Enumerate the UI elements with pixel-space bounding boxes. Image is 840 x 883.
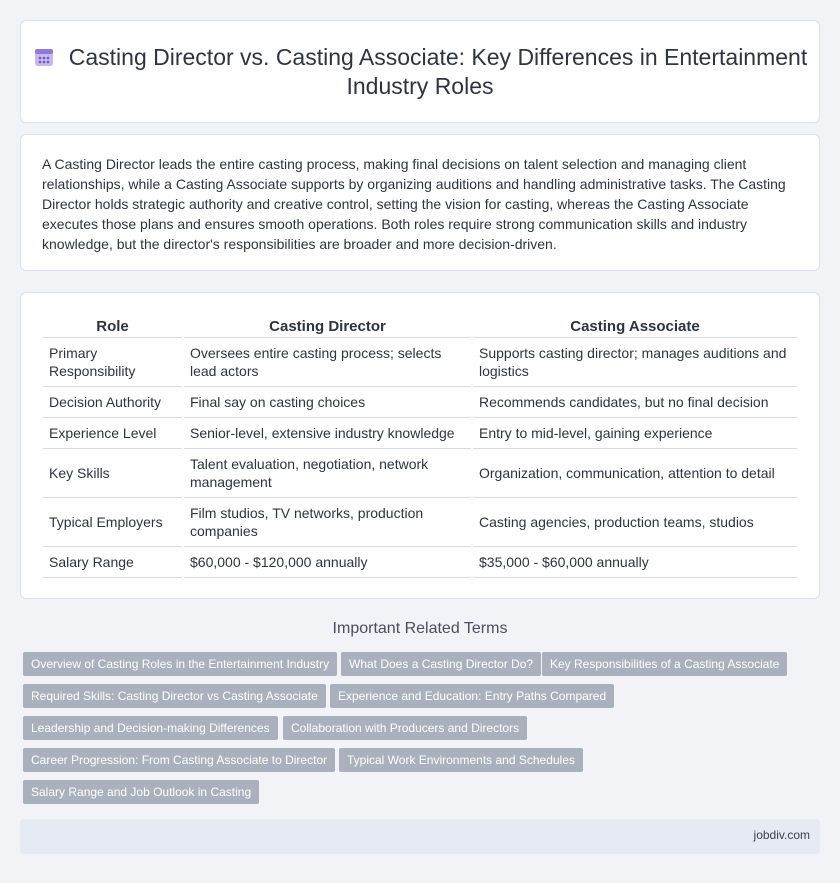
related-tag[interactable]: Leadership and Decision-making Differences [23,716,278,740]
header-casting-associate: Casting Associate [473,313,797,338]
related-terms-title: Important Related Terms [332,620,508,637]
header-role: Role [43,313,182,338]
intro-paragraph: A Casting Director leads the entire casting process, making final decisions on talent selection and managing client relationships, while a Casting Associate supports by organizing auditions and handling administrative tasks. The Casting Director holds strategic authority and creative control, setting the vision for casting, whereas the Casting Associate executes those plans and ensures smooth operations. Both roles require strong communication skills and industry knowledge, but the director's responsibilities are broader and more decision-driven. [42,156,786,252]
comparison-table [41,313,799,578]
footer-site-link[interactable]: jobdiv.com [753,828,810,842]
row-label: Primary Responsibility [43,338,182,387]
director-cell: Oversees entire casting process; selects lead actors [184,338,471,387]
row-label: Typical Employers [43,498,182,547]
related-tag[interactable]: What Does a Casting Director Do? [341,652,541,676]
table-row [43,387,797,418]
footer [20,819,820,854]
associate-cell: Casting agencies, production teams, studios [473,498,797,547]
associate-cell: Entry to mid-level, gaining experience [473,418,797,449]
table-row [43,338,797,387]
row-label: Decision Authority [43,387,182,418]
director-cell: Senior-level, extensive industry knowledge [184,418,471,449]
related-tag[interactable]: Required Skills: Casting Director vs Casting Associate [23,684,326,708]
director-cell: $60,000 - $120,000 annually [184,547,471,578]
page-title-text: Casting Director vs. Casting Associate: Key Differences in Entertainment Industry Roles [68,44,808,99]
associate-cell: $35,000 - $60,000 annually [473,547,797,578]
director-cell: Final say on casting choices [184,387,471,418]
associate-cell: Supports casting director; manages auditions and logistics [473,338,797,387]
table-header-row [43,313,797,338]
related-tag[interactable]: Career Progression: From Casting Associate to Director [23,748,335,772]
related-tag[interactable]: Experience and Education: Entry Paths Compared [330,684,614,708]
table-row [43,449,797,498]
row-label: Experience Level [43,418,182,449]
related-tag[interactable]: Overview of Casting Roles in the Entertainment Industry [23,652,337,676]
comparison-table-card [20,292,820,599]
related-tag[interactable]: Key Responsibilities of a Casting Associate [542,652,787,676]
director-cell: Film studios, TV networks, production companies [184,498,471,547]
page-title [21,43,819,101]
associate-cell: Organization, communication, attention to detail [473,449,797,498]
title-card [20,20,820,123]
header-casting-director: Casting Director [184,313,471,338]
table-row [43,418,797,449]
calendar-icon [33,46,55,68]
related-tag[interactable]: Collaboration with Producers and Directors [283,716,527,740]
table-row [43,547,797,578]
row-label: Key Skills [43,449,182,498]
associate-cell: Recommends candidates, but no final decision [473,387,797,418]
row-label: Salary Range [43,547,182,578]
director-cell: Talent evaluation, negotiation, network management [184,449,471,498]
table-row [43,498,797,547]
related-tag[interactable]: Salary Range and Job Outlook in Casting [23,780,259,804]
related-tag[interactable]: Typical Work Environments and Schedules [339,748,583,772]
intro-card [20,134,820,271]
